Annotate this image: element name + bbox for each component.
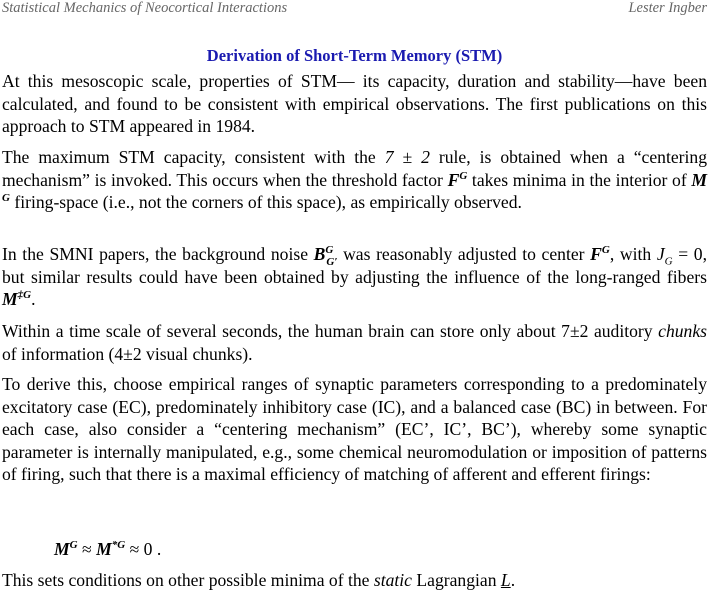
math-seven-plus-minus-two: 7 ± 2: [384, 147, 430, 167]
paragraph-background-noise: In the SMNI papers, the background noise $B^G_{G'}$ was reasonably adjusted to center $F^G$, with $J_G = 0$, but similar results could have been obtained by adjusting the influence of the long-ranged fibers $M^{\ddagger G}$.: [2, 244, 708, 309]
section-title: Derivation of Short-Term Memory (STM): [206, 46, 503, 65]
header-paper-title: Statistical Mechanics of Neocortical Interactions: [2, 0, 288, 16]
math-F-G-2: $F^G$: [590, 244, 610, 264]
running-header: [0, 0, 709, 18]
paragraph-chunks: Within a time scale of several seconds, the human brain can store only about 7±2 auditory chunks of information (4±2 visual chunks).: [2, 321, 707, 364]
math-B-G-Gprime: $B^G_{G'}$: [313, 244, 338, 268]
header-author: Lester Ingber: [628, 0, 707, 16]
math-F-G: $F^G$: [447, 169, 468, 190]
paragraph-lagrangian: This sets conditions on other possible minima of the static Lagrangian L.: [2, 570, 516, 590]
math-lagrangian-L: L: [500, 570, 511, 590]
math-M-G: M $^G$: [2, 169, 707, 205]
paragraph-derivation: To derive this, choose empirical ranges of synaptic parameters corresponding to a predominately excitatory case (EC), predominately inhibitory case (IC), and a balanced case (BC) in between. For each case, also consider a “centering mechanism” (EC’, IC’, BC’), whereby some synaptic parameter is internally manipulated, e.g., some chemical neuromodulation or imposition of patterns of firing, such that there is a maximal efficiency of matching of afferent and efferent firings:: [2, 374, 707, 484]
equation-centering: $M^G \approx M^{*G} \approx 0$ .: [54, 539, 162, 559]
math-M-dagger-G: $M^{\ddagger G}$: [2, 289, 32, 309]
paragraph-stm-intro: At this mesoscopic scale, properties of STM— its capacity, duration and stability—have been calculated, and found to be consistent with empirical observations. The first publications on this approach to STM appeared in 1984.: [2, 71, 707, 136]
math-J-G: $J_G$: [656, 244, 673, 268]
paragraph-stm-capacity: The maximum STM capacity, consistent with the 7 ± 2 rule, is obtained when a “centering mechanism” is invoked. This occurs when the threshold factor $F^G$ takes minima in the interior of M $^G$ firing-space (i.e., not the corners of this space), as empirically observed.: [2, 147, 707, 212]
